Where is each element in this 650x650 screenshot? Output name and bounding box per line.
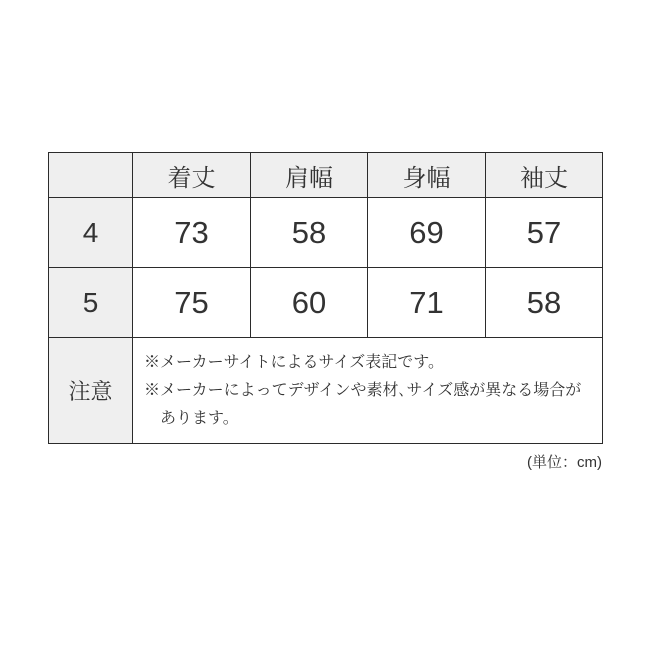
notice-cell bbox=[133, 338, 603, 444]
table-row-notice bbox=[49, 338, 603, 444]
row-label-size-4: 4 bbox=[49, 198, 133, 268]
cell-size4-chest-width: 69 bbox=[368, 198, 486, 268]
table-row-size-4 bbox=[49, 198, 603, 268]
cell-size4-shoulder-width: 58 bbox=[251, 198, 368, 268]
cell-size4-body-length: 73 bbox=[133, 198, 251, 268]
column-header-chest-width: 身幅 bbox=[368, 153, 486, 198]
column-header-shoulder-width: 肩幅 bbox=[251, 153, 368, 198]
notice-line-3: あります。 bbox=[160, 409, 239, 427]
size-table bbox=[48, 152, 603, 444]
cell-size5-shoulder-width: 60 bbox=[251, 268, 368, 338]
row-label-notice: 注意 bbox=[49, 338, 133, 444]
column-header-body-length: 着丈 bbox=[133, 153, 251, 198]
column-header-sleeve-length: 袖丈 bbox=[486, 153, 603, 198]
header-row bbox=[49, 153, 603, 198]
row-label-size-5: 5 bbox=[49, 268, 133, 338]
corner-cell bbox=[49, 153, 133, 198]
cell-size5-body-length: 75 bbox=[133, 268, 251, 338]
cell-size4-sleeve-length: 57 bbox=[486, 198, 603, 268]
table-row-size-5 bbox=[49, 268, 603, 338]
notice-line-1: ※メーカーサイトによるサイズ表記です。 bbox=[144, 353, 445, 371]
cell-size5-chest-width: 71 bbox=[368, 268, 486, 338]
notice-line-2: ※メーカーによってデザインや素材､サイズ感が異なる場合が bbox=[144, 381, 582, 399]
unit-annotation: (単位：cm) bbox=[527, 454, 602, 471]
cell-size5-sleeve-length: 58 bbox=[486, 268, 603, 338]
